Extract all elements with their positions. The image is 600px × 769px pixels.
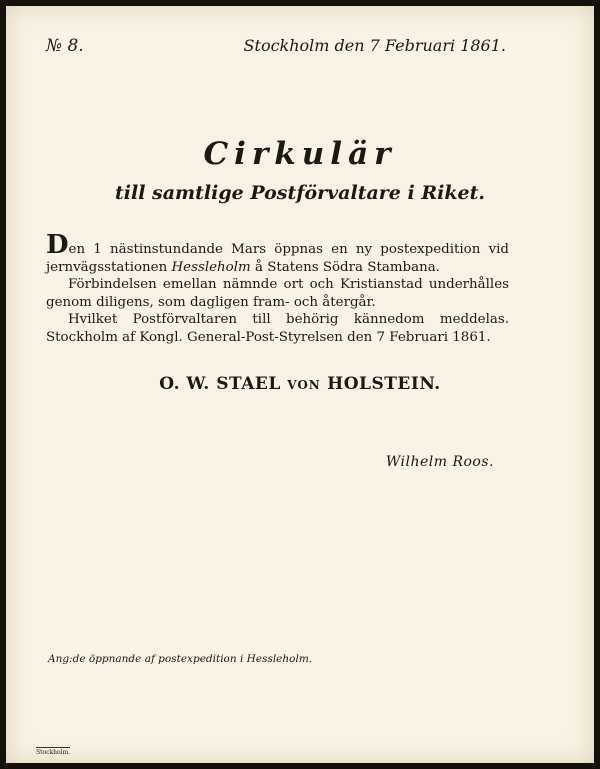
signatory-name-part-2: HOLSTEIN. [320,374,441,394]
drop-cap: D [46,230,69,260]
countersignature: Wilhelm Roos. [385,454,494,470]
document-header [6,36,594,56]
signatory-name-part-1: O. W. STAEL [159,374,288,394]
footnote: Ang:de öppnande af postexpedition i Hessleholm. [48,653,313,665]
circular-number: № 8. [46,36,84,56]
paragraph-1-text-b: å Statens Södra Stambana. [250,259,440,275]
paragraph-1 [46,230,509,276]
paragraph-2: Förbindelsen emellan nämnde ort och Kristianstad underhålles genom diligens, som dagligen fram- och återgår. [46,277,509,310]
signatory-name-particle: VON [287,378,321,392]
signatory [6,374,594,394]
printer-imprint: Stockholm. [36,749,71,756]
document-body [46,230,509,346]
document-subtitle: till samtlige Postförvaltare i Riket. [115,182,485,204]
paragraph-1-text-a: en 1 nästinstundande Mars öppnas en ny postexpedition vid jernvägsstationen [46,242,509,275]
place-date: Stockholm den 7 Februari 1861. [243,36,506,55]
place-name: Hessleholm [171,259,251,275]
paragraph-3: Hvilket Postförvaltaren till behörig kännedom meddelas. Stockholm af Kongl. General-Post-Styrelsen den 7 Februari 1861. [46,312,509,345]
document-page [6,6,594,763]
document-title: Cirkulär [203,136,397,172]
